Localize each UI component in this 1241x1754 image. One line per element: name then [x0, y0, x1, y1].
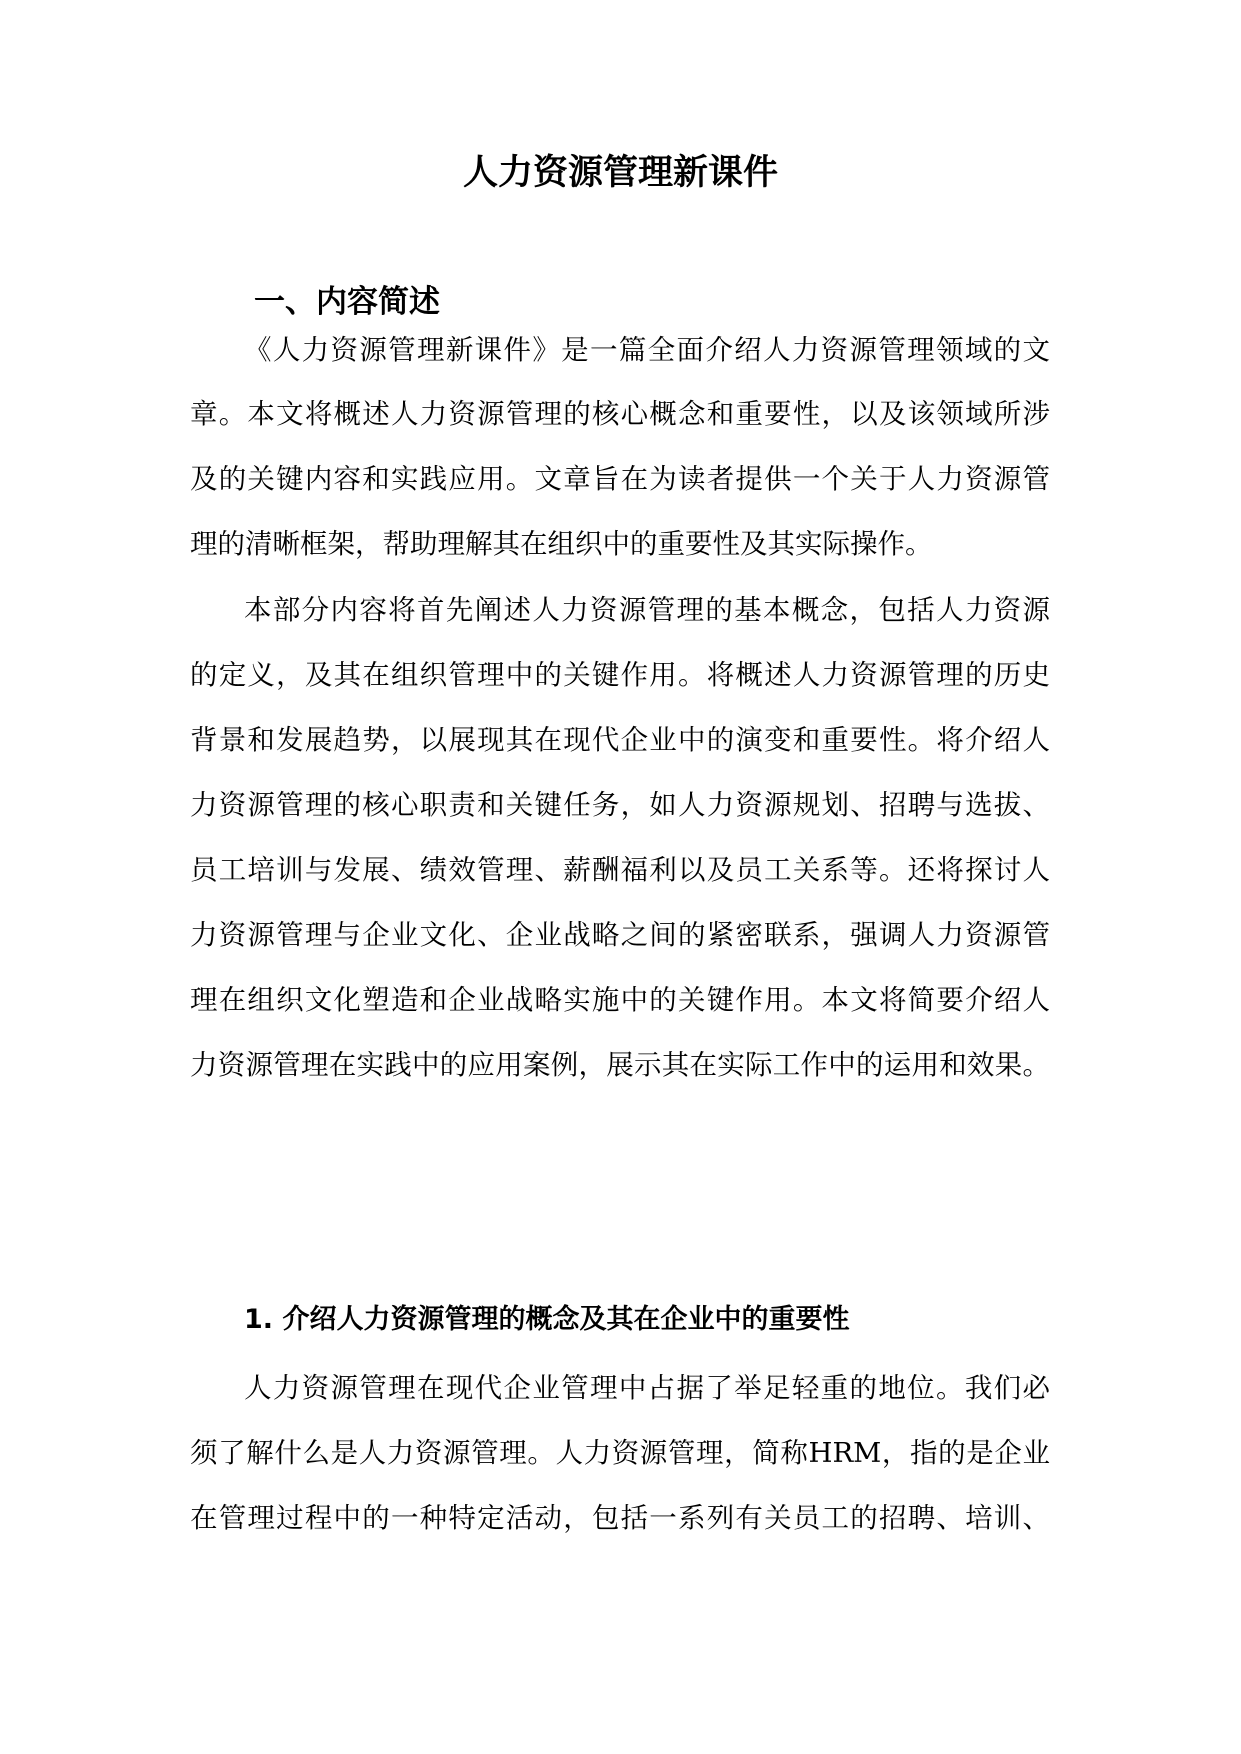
paragraph-line: 理在组织文化塑造和企业战略实施中的关键作用。本文将简要介绍人	[190, 984, 1050, 1016]
paragraph-line: 本部分内容将首先阐述人力资源管理的基本概念，包括人力资源	[244, 594, 1050, 626]
section-heading: 一、内容简述	[254, 284, 440, 320]
paragraph-line: 的定义，及其在组织管理中的关键作用。将概述人力资源管理的历史	[190, 659, 1050, 691]
paragraph-line: 章。本文将概述人力资源管理的核心概念和重要性，以及该领域所涉	[190, 398, 1050, 430]
paragraph-line: 《人力资源管理新课件》是一篇全面介绍人力资源管理领域的文	[244, 334, 1050, 366]
document-title: 人力资源管理新课件	[462, 153, 778, 193]
paragraph-line: 人力资源管理在现代企业管理中占据了举足轻重的地位。我们必	[244, 1372, 1050, 1404]
paragraph-line: 背景和发展趋势，以展现其在现代企业中的演变和重要性。将介绍人	[190, 724, 1050, 756]
paragraph-line: 须了解什么是人力资源管理。人力资源管理，简称HRM，指的是企业	[190, 1437, 1050, 1469]
paragraph-line: 力资源管理的核心职责和关键任务，如人力资源规划、招聘与选拔、	[190, 789, 1050, 821]
paragraph-line: 力资源管理在实践中的应用案例，展示其在实际工作中的运用和效果。	[190, 1049, 1050, 1081]
paragraph-line: 在管理过程中的一种特定活动，包括一系列有关员工的招聘、培训、	[190, 1502, 1050, 1534]
paragraph-line: 及的关键内容和实践应用。文章旨在为读者提供一个关于人力资源管	[190, 463, 1050, 495]
paragraph-line: 员工培训与发展、绩效管理、薪酬福利以及员工关系等。还将探讨人	[190, 854, 1050, 886]
subsection-heading: 1. 介绍人力资源管理的概念及其在企业中的重要性	[244, 1304, 850, 1335]
paragraph-line: 力资源管理与企业文化、企业战略之间的紧密联系，强调人力资源管	[190, 919, 1050, 951]
paragraph-line: 理的清晰框架，帮助理解其在组织中的重要性及其实际操作。	[190, 528, 933, 560]
